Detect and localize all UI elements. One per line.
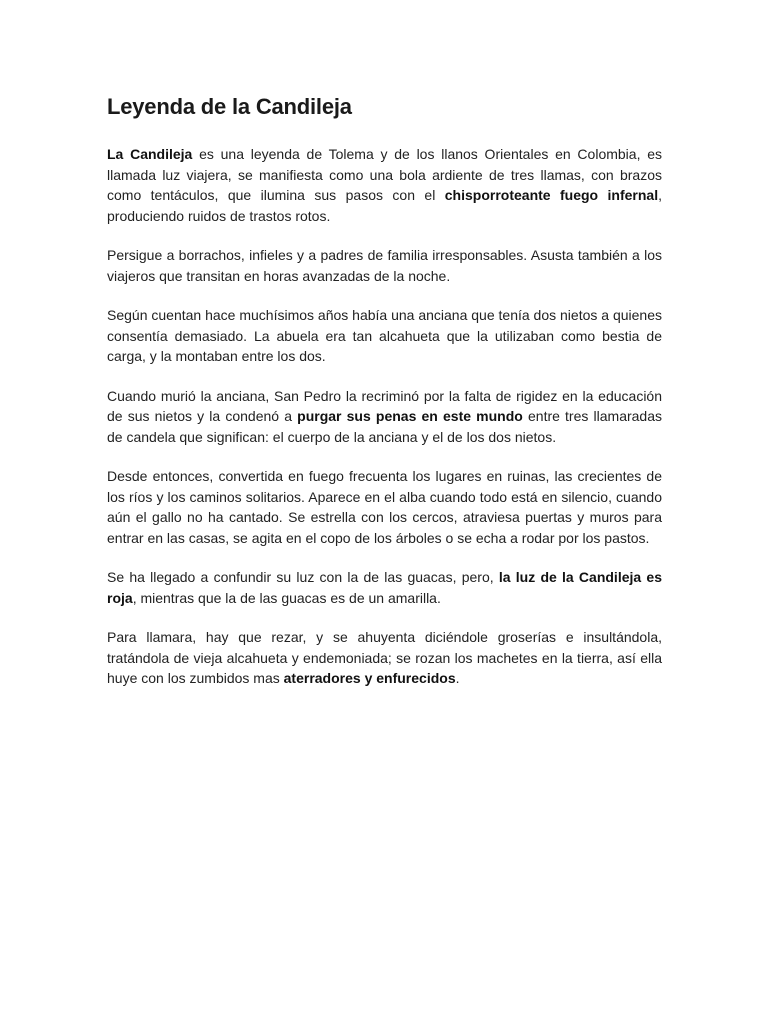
paragraph-3 bbox=[107, 305, 662, 367]
paragraph-text: entre tres llamaradas de candela que significan: el cuerpo de la anciana y el de los dos nietos. bbox=[107, 408, 663, 445]
paragraph-2 bbox=[107, 245, 662, 286]
paragraph-text: Para llamara, hay que rezar, y se ahuyenta diciéndole groserías e insultándola, tratándola de vieja alcahueta y endemoniada; se rozan los machetes en la tierra, así ella huye con los zumbidos mas bbox=[107, 629, 662, 686]
bold-phrase: aterradores y enfurecidos bbox=[283, 670, 456, 686]
paragraph-text: Persigue a borrachos, infieles y a padres de familia irresponsables. Asusta también a los viajeros que transitan en horas avanzadas de la noche. bbox=[107, 247, 662, 284]
paragraph-text: , produciendo ruidos de trastos rotos. bbox=[107, 187, 662, 224]
paragraph-text: Cuando murió la anciana, San Pedro la recriminó por la falta de rigidez en la educación de sus nietos y la condenó a bbox=[107, 387, 662, 424]
bold-phrase: purgar sus penas en este mundo bbox=[297, 408, 523, 424]
bold-phrase: chisporroteante fuego infernal bbox=[444, 187, 659, 203]
paragraph-6 bbox=[107, 567, 662, 608]
bold-phrase: La Candileja bbox=[107, 146, 193, 162]
paragraph-text: Se ha llegado a confundir su luz con la de las guacas, pero, bbox=[107, 569, 499, 585]
paragraph-text: Según cuentan hace muchísimos años había una anciana que tenía dos nietos a quienes consentía demasiado. La abuela era tan alcahueta que la utilizaban como bestia de carga, y la montaban entre los dos. bbox=[107, 307, 662, 364]
bold-phrase: la luz de la Candileja es roja bbox=[107, 569, 662, 606]
paragraph-text: es una leyenda de Tolema y de los llanos Orientales en Colombia, es llamada luz viajera, se manifiesta como una bola ardiente de tres llamas, con brazos como tentáculos, que ilumina sus pasos con el bbox=[107, 146, 663, 203]
paragraph-text: Desde entonces, convertida en fuego frecuenta los lugares en ruinas, las crecientes de los ríos y los caminos solitarios. Aparece en el alba cuando todo está en silencio, cuando aún el gallo no ha cantado. Se estrella con los cercos, atraviesa puertas y muros para entrar en las casas, se agita en el copo de los árboles o se echa a rodar por los pastos. bbox=[107, 468, 662, 546]
paragraph-1 bbox=[107, 144, 662, 226]
paragraph-7 bbox=[107, 627, 662, 689]
paragraph-text: . bbox=[455, 670, 460, 686]
paragraph-4 bbox=[107, 386, 662, 448]
page-title: Leyenda de la Candileja bbox=[107, 94, 352, 119]
document-body bbox=[107, 92, 662, 708]
paragraph-5 bbox=[107, 466, 662, 548]
paragraph-text: , mientras que la de las guacas es de un amarilla. bbox=[132, 589, 441, 606]
